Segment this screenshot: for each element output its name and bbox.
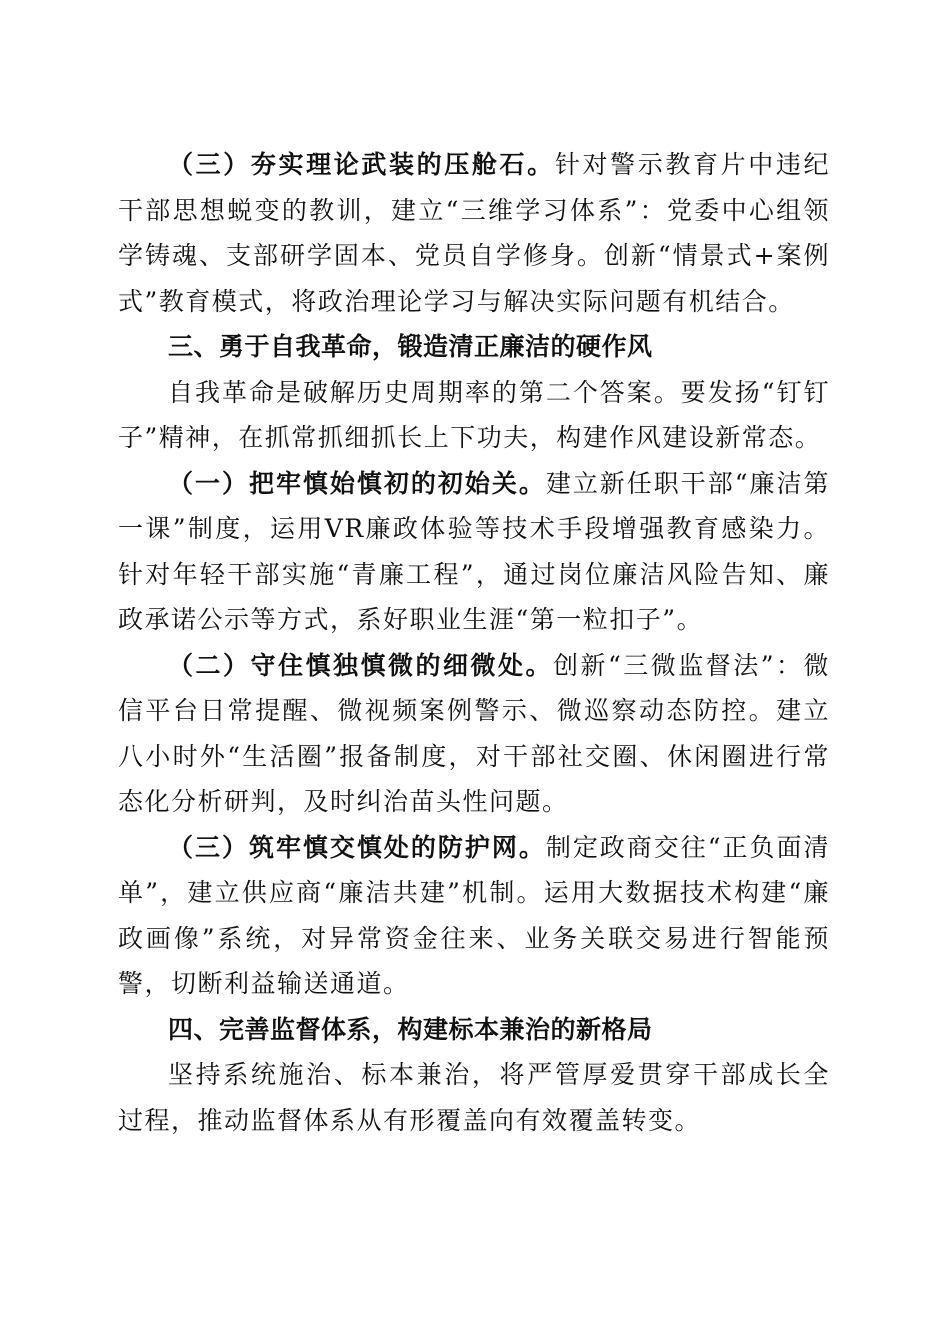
paragraph-subtle-details <box>118 643 830 825</box>
paragraph-lead: （一）把牢慎始慎初的初始关。 <box>168 468 546 498</box>
document-page <box>118 142 830 1143</box>
paragraph-supervision-system <box>118 1052 830 1143</box>
section-heading-four: 四、完善监督体系，构建标本兼治的新格局 <box>168 1014 653 1044</box>
paragraph-body: 针对警示教育片中违纪干部思想蜕变的教训，建立“三维学习体系”：党委中心组领学铸魂、支部研学固本、党员自学修身。创新“情景式+案例式”教育模式，将政治理论学习与解决实际问题有机结合。 <box>118 150 830 316</box>
section-heading-three: 三、勇于自我革命，锻造清正廉洁的硬作风 <box>168 332 653 361</box>
paragraph-body: 自我革命是破解历史周期率的第二个答案。要发扬“钉钉子”精神，在抓常抓细抓长上下功夫，构建作风建设新常态。 <box>118 377 830 452</box>
paragraph-lead: （二）守住慎独慎微的细微处。 <box>168 650 553 680</box>
paragraph-initial-gate <box>118 461 830 643</box>
paragraph-body: 坚持系统施治、标本兼治，将严管厚爱贯穿干部成长全过程，推动监督体系从有形覆盖向有效覆盖转变。 <box>118 1060 830 1135</box>
paragraph-theory-armament <box>118 142 830 324</box>
paragraph-body: 制定政商交往“正负面清单”，建立供应商“廉洁共建”机制。运用大数据技术构建“廉政画像”系统，对异常资金往来、业务关联交易进行智能预警，切断利益输送通道。 <box>118 832 830 998</box>
paragraph-lead: （三）夯实理论武装的压舱石。 <box>168 150 555 179</box>
paragraph-protection-net <box>118 825 830 1007</box>
paragraph-self-revolution <box>118 370 830 461</box>
paragraph-body: 创新“三微监督法”：微信平台日常提醒、微视频案例警示、微巡察动态防控。建立八小时外“生活圈”报备制度，对干部社交圈、休闲圈进行常态化分析研判，及时纠治苗头性问题。 <box>118 650 830 816</box>
paragraph-lead: （三）筑牢慎交慎处的防护网。 <box>168 832 546 862</box>
paragraph-body: 建立新任职干部“廉洁第一课”制度，运用VR廉政体验等技术手段增强教育感染力。针对年轻干部实施“青廉工程”，通过岗位廉洁风险告知、廉政承诺公示等方式，系好职业生涯“第一粒扣子”。 <box>118 468 830 634</box>
